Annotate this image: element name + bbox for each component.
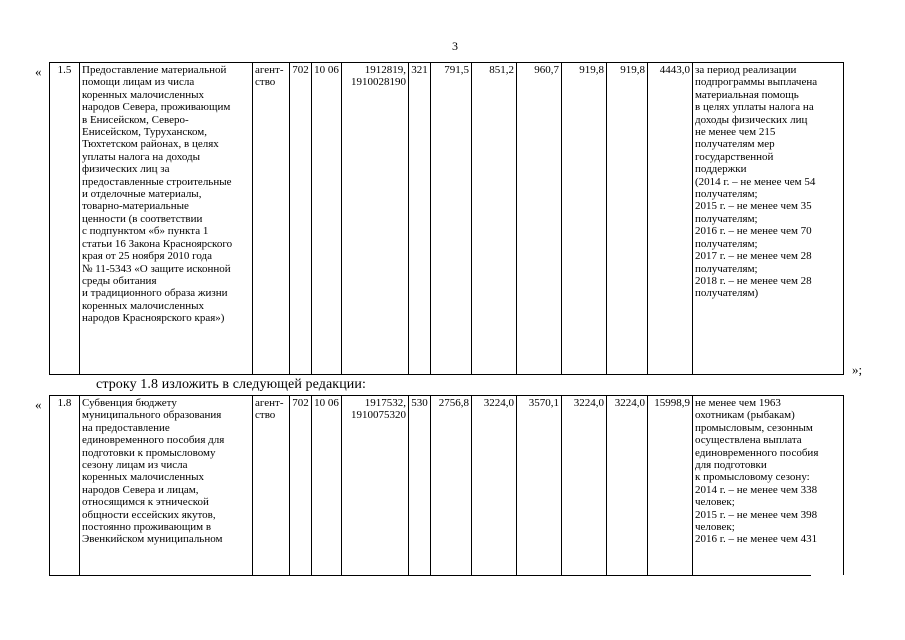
- grbs-code: 702: [290, 63, 312, 375]
- amount-2015: 851,2: [472, 63, 517, 375]
- amount-2018: 919,8: [607, 63, 648, 375]
- amount-2014: 2756,8: [431, 396, 472, 576]
- page-number: 3: [452, 39, 458, 53]
- vr-code: 321: [409, 63, 431, 375]
- grbs-code: 702: [290, 396, 312, 576]
- table-bottom-rule: [49, 575, 811, 576]
- rzpr-code: 10 06: [312, 63, 342, 375]
- amount-2015: 3224,0: [472, 396, 517, 576]
- csr-code: 1917532, 1910075320: [342, 396, 409, 576]
- responsible-agency: агент- ство: [253, 63, 290, 375]
- amount-2017: 919,8: [562, 63, 607, 375]
- amount-total: 15998,9: [648, 396, 693, 576]
- opening-quote-row-1-5: «: [35, 64, 42, 79]
- row-number: 1.8: [50, 396, 80, 576]
- responsible-agency: агент- ство: [253, 396, 290, 576]
- expected-result: за период реализации подпрограммы выплачена материальная помощь в целях уплаты налога на доходы физических лиц не менее чем 215 получателям мер государственной поддержки (2014 г. – не менее чем 54 получателям; 2015 г. – не менее чем 35 получателям; 2016 г. – не менее чем 70 получателям; 2017 г. – не менее чем 28 получателям; 2018 г. – не менее чем 28 получателям): [693, 63, 844, 375]
- row-number: 1.5: [50, 63, 80, 375]
- amount-total: 4443,0: [648, 63, 693, 375]
- instruction-text: строку 1.8 изложить в следующей редакции:: [96, 377, 366, 392]
- opening-quote-row-1-8: «: [35, 397, 42, 412]
- amount-2016: 3570,1: [517, 396, 562, 576]
- measure-description: Предоставление материальной помощи лицам из числа коренных малочисленных народов Севера, проживающим в Енисейском, Северо- Енисейском, Туруханском, Тюхтетском районах, в целях уплаты налога на доходы физических лиц за предоставленные строительные и отделочные материалы, товарно-материальные ценности (в соответствии с подпунктом «б» пункта 1 статьи 16 Закона Красноярского края от 25 ноября 2010 года № 11-5343 «О защите исконной среды обитания и традиционного образа жизни коренных малочисленных народов Красноярского края»): [80, 63, 253, 375]
- vr-code: 530: [409, 396, 431, 576]
- amount-2014: 791,5: [431, 63, 472, 375]
- measure-description: Субвенция бюджету муниципального образования на предоставление единовременного пособия для подготовки к промысловому сезону лицам из числа коренных малочисленных народов Севера и лицам, относящимся к этнической общности ессейских якутов, постоянно проживающим в Эвенкийском муниципальном: [80, 396, 253, 576]
- expected-result: не менее чем 1963 охотникам (рыбакам) промысловым, сезонным осуществлена выплата единовременного пособия для подготовки к промысловому сезону: 2014 г. – не менее чем 338 человек; 2015 г. – не менее чем 398 человек; 2016 г. – не менее чем 431: [693, 396, 844, 576]
- amount-2016: 960,7: [517, 63, 562, 375]
- table-row-1-5: [49, 62, 844, 375]
- amount-2017: 3224,0: [562, 396, 607, 576]
- row-1-8-clip: [0, 395, 905, 575]
- amount-2018: 3224,0: [607, 396, 648, 576]
- table-row-1-8: [49, 395, 844, 575]
- csr-code: 1912819, 1910028190: [342, 63, 409, 375]
- closing-quote: »;: [852, 362, 863, 377]
- rzpr-code: 10 06: [312, 396, 342, 576]
